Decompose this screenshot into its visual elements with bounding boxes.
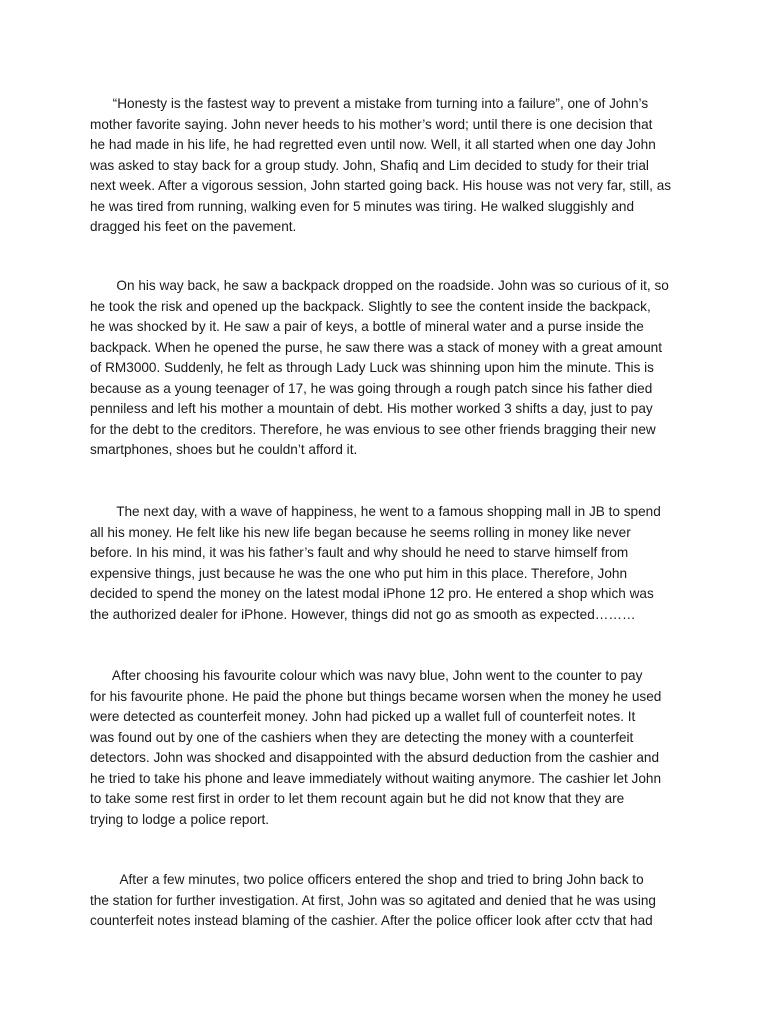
paragraph-3	[90, 502, 680, 625]
text-line: were detected as counterfeit money. John had picked up a wallet full of counterfeit notes. It	[90, 709, 636, 724]
text-line: he had made in his life, he had regretted even until now. Well, it all started when one day John	[90, 137, 656, 152]
text-line: was asked to stay back for a group study. John, Shafiq and Lim decided to study for their trial	[90, 157, 649, 173]
text-line: The next day, with a wave of happiness, he went to a famous shopping mall in JB to spend	[90, 504, 661, 519]
text-line: expensive things, just because he was the one who put him in this place. Therefore, John	[90, 565, 628, 581]
text-line: decided to spend the money on the latest modal iPhone 12 pro. He entered a shop which was	[90, 586, 654, 601]
text-line: all his money. He felt like his new life began because he seems rolling in money like never	[90, 524, 631, 540]
text-line: detectors. John was shocked and disappointed with the absurd deduction from the cashier and	[90, 750, 660, 765]
text-line: was found out by one of the cashiers when they are detecting the money with a counterfeit	[90, 729, 634, 745]
text-line: backpack. When he opened the purse, he saw there was a stack of money with a great amount	[90, 339, 663, 355]
text-line: smartphones, shoes but he couldn’t afford it.	[90, 442, 358, 457]
text-line: he took the risk and opened up the backpack. Slightly to see the content inside the backpack,	[90, 298, 651, 314]
text-line: for the debt to the creditors. Therefore, he was envious to see other friends bragging their new	[90, 421, 656, 437]
text-line: penniless and left his mother a mountain of debt. His mother worked 3 shifts a day, just to pay	[90, 401, 653, 416]
text-line: of RM3000. Suddenly, he felt as through Lady Luck was shinning upon him the minute. This is	[90, 360, 654, 375]
text-line: counterfeit notes instead blaming of the cashier. After the police officer look after cctv that had	[90, 913, 653, 928]
text-line: After a few minutes, two police officers entered the shop and tried to bring John back to	[90, 872, 644, 887]
text-line: the station for further investigation. At first, John was so agitated and denied that he was using	[90, 892, 656, 908]
text-line: he tried to take his phone and leave immediately without waiting anymore. The cashier let John	[90, 770, 662, 786]
text-line: he was shocked by it. He saw a pair of keys, a bottle of mineral water and a purse inside the	[90, 319, 644, 334]
text-line: he was tired from running, walking even for 5 minutes was tiring. He walked sluggishly and	[90, 198, 635, 214]
paragraph-4	[90, 666, 680, 830]
paragraph-1	[90, 94, 680, 238]
text-line: “Honesty is the fastest way to prevent a mistake from turning into a failure”, one of John’s	[90, 96, 649, 111]
paragraph-2	[90, 276, 680, 461]
text-line: for his favourite phone. He paid the phone but things became worsen when the money he used	[90, 688, 662, 704]
text-line: On his way back, he saw a backpack dropped on the roadside. John was so curious of it, so	[90, 278, 669, 293]
text-line: After choosing his favourite colour which was navy blue, John went to the counter to pay	[90, 668, 643, 683]
text-line: dragged his feet on the pavement.	[90, 219, 297, 234]
text-line: the authorized dealer for iPhone. However, things did not go as smooth as expected………	[90, 606, 636, 622]
text-line: next week. After a vigorous session, John started going back. His house was not very far, still, as	[90, 178, 672, 193]
text-line: before. In his mind, it was his father’s fault and why should he need to starve himself from	[90, 545, 629, 560]
text-line: to take some rest first in order to let them recount again but he did not know that they are	[90, 791, 625, 806]
text-line: trying to lodge a police report.	[90, 811, 270, 827]
text-line: because as a young teenager of 17, he was going through a rough patch since his father died	[90, 380, 653, 396]
text-line: mother favorite saying. John never heeds to his mother’s word; until there is one decision that	[90, 116, 653, 132]
paragraph-5	[90, 870, 680, 932]
